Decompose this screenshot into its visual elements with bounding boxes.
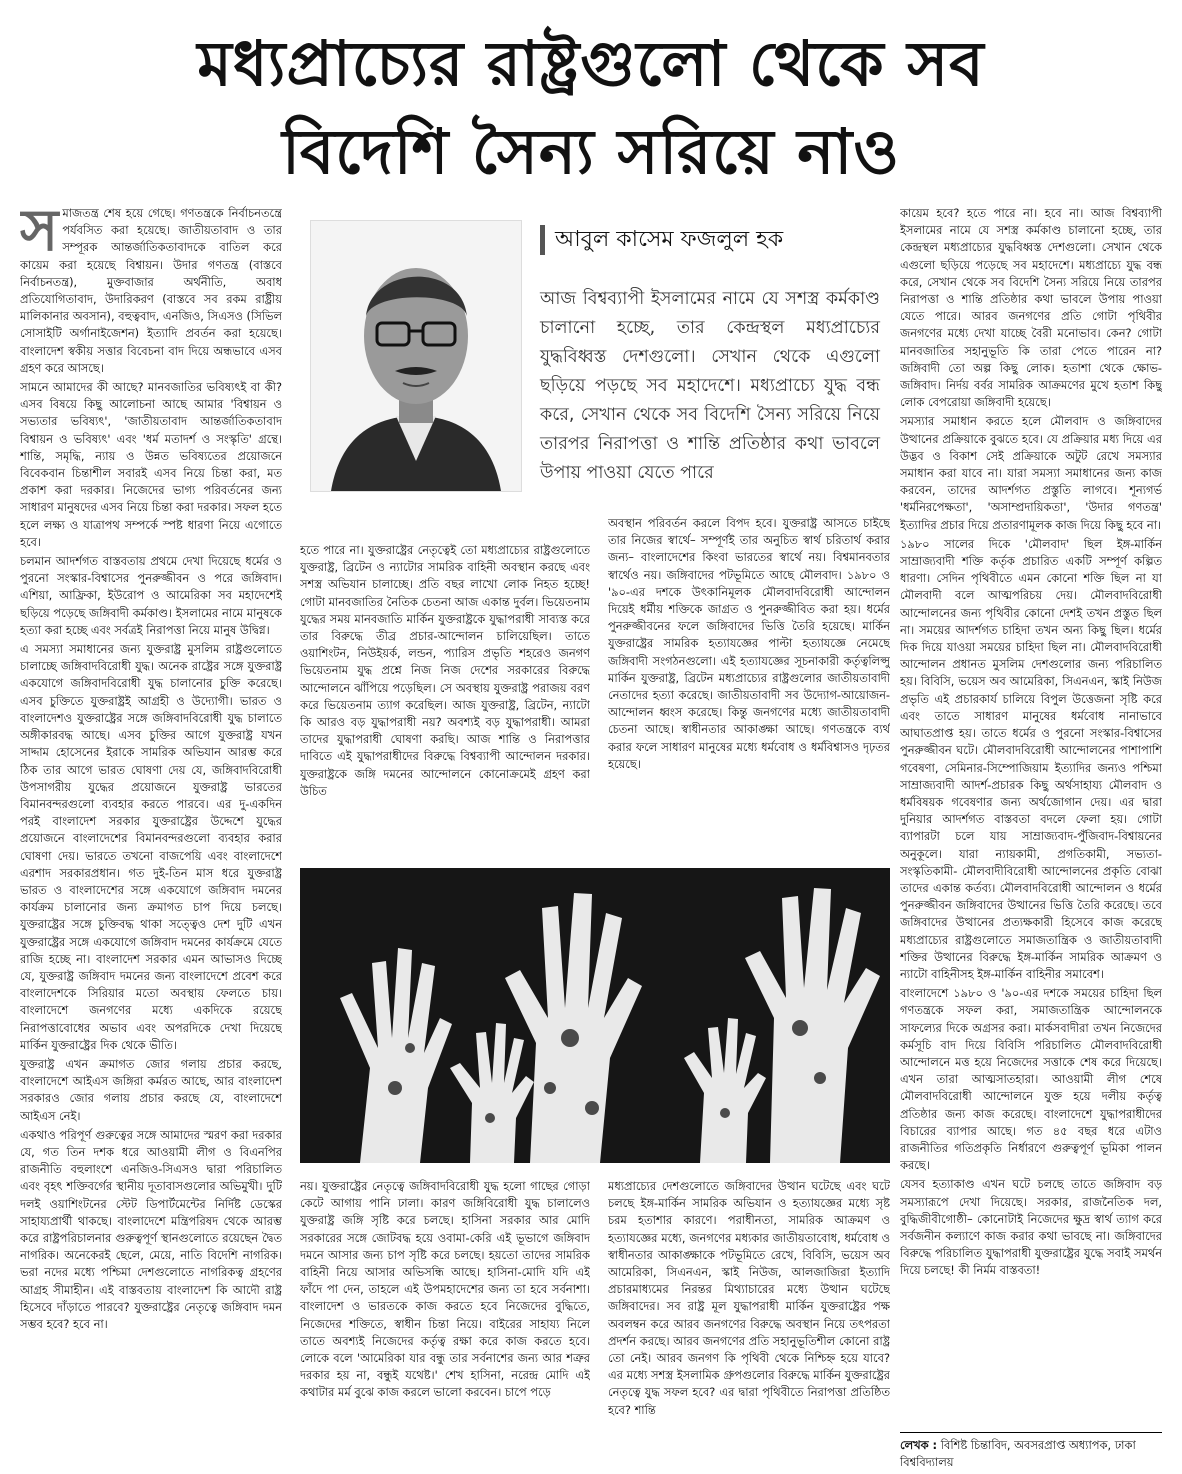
author-note-text: বিশিষ্ট চিন্তাবিদ, অবসরপ্রাপ্ত অধ্যাপক, ঢাকা বিশ্ববিদ্যালয় <box>900 1438 1136 1469</box>
column-1 <box>20 205 282 1470</box>
column-3-top: অবস্থান পরিবর্তন করলে বিপদ হবে। যুক্তরাষ্ট্র আসতে চাইছে তার নিজের স্বার্থে– সম্পূর্ণই তার অনুচিত স্বার্থ চরিতার্থ করার জন্য– বাংলাদেশের কিংবা ভারতের স্বার্থে নয়। বিশ্বমানবতার স্বার্থেও নয়। জঙ্গিবাদের পটভূমিতে আছে মৌলবাদ। ১৯৮০ ও '৯০-এর দশকে উৎকানিমূলক মৌলবাদবিরোধী আন্দোলন দিয়েই ধর্মীয় শক্তিকে জাগ্রত ও পুনরুজ্জীবিত করা হয়। ধর্মের পুনরুজ্জীবনের ফলে জঙ্গিবাদের ভিত্তি তৈরি হয়েছে। মার্কিন যুক্তরাষ্ট্রের সামরিক হত্যাযজ্ঞের পাল্টা হত্যাযজ্ঞে নেমেছে জঙ্গিবাদী সংগঠনগুলো। এই হত্যাযজ্ঞের সূচনাকারী কর্তৃত্বলিপ্সু মার্কিন যুক্তরাষ্ট্র, ব্রিটেন মধ্যপ্রাচ্যের রাষ্ট্রগুলোর জাতীয়তাবাদী নেতাদের হত্যা করেছে। জাতীয়তাবাদী সব উদ্যোগ-আয়োজন-আন্দোলন ধ্বংস করেছে। কিন্তু জনগণের মধ্যে জাতীয়তাবাদী চেতনা আছে। স্বাধীনতার আকাঙ্ক্ষা আছে। গণতন্ত্রকে ব্যর্থ করার ফলে সাধারণ মানুষের মধ্যে ধর্মবোধ ও ধর্মবিশ্বাসও দৃঢ়তর হয়েছে। <box>608 516 890 771</box>
headline-line-2: বিদেশি সৈন্য সরিয়ে নাও <box>282 115 900 188</box>
column-2-top: হতে পারে না। যুক্তরাষ্ট্রের নেতৃত্বেই তো মধ্যপ্রাচ্যের রাষ্ট্রগুলোতে যুক্তরাষ্ট্র, ব্রিটেন ও ন্যাটোর সামরিক বাহিনী অবস্থান করছে এবং সশস্ত্র অভিযান চালাচ্ছে। প্রতি বছর লাখো লোক নিহত হচ্ছে! গোটা মানবজাতির নৈতিক চেতনা আজ একান্ত দুর্বল। ভিয়েতনাম যুদ্ধের সময় মানবজাতি মার্কিন যুক্তরাষ্ট্রকে যুদ্ধাপরাধী সাব্যস্ত করে তার বিরুদ্ধে তীব্র প্রচার-আন্দোলন চালিয়েছিল। তাতে ওয়াশিংটন, নিউইয়র্ক, লন্ডন, প্যারিস প্রভৃতি শহরেও জনগণ ভিয়েতনাম যুদ্ধ প্রশ্নে নিজ নিজ দেশের সরকারের বিরুদ্ধে আন্দোলনে ঝাঁপিয়ে পড়েছিল। সে অবস্থায় যুক্তরাষ্ট্র পরাজয় বরণ করে ভিয়েতনাম ত্যাগ করেছিল। আজ যুক্তরাষ্ট্র, ব্রিটেন, ন্যাটো কি আরও বড় যুদ্ধাপরাধী নয়? অবশ্যই বড় যুদ্ধাপরাধী। আমরা তাদের যুদ্ধাপরাধী ঘোষণা করছি। আজ শান্তি ও নিরাপত্তার দাবিতে এই যুদ্ধাপরাধীদের বিরুদ্ধে বিশ্বব্যাপী আন্দোলন দরকার। যুক্তরাষ্ট্রকে জঙ্গি দমনের আন্দোলনে কোনোক্রমেই গ্রহণ করা উচিত <box>300 543 590 798</box>
paragraph: যুক্তরাষ্ট্র এখন ক্রমাগত জোর গলায় প্রচার করছে, বাংলাদেশে আইএস জঙ্গিরা কর্মরত আছে, আর বাংলাদেশ সরকারও জোর গলায় প্রচার করছে যে, বাংলাদেশে আইএস নেই। <box>20 1056 282 1123</box>
column-4 <box>900 205 1162 1427</box>
paragraph: যেসব হত্যাকাণ্ড এখন ঘটে চলছে তাতে জঙ্গিবাদ বড় সমস্যারূপে দেখা দিয়েছে। সরকার, রাজনৈতিক দল, বুদ্ধিজীবীগোষ্ঠী– কোনোটাই নিজেদের ক্ষুদ্র স্বার্থ ত্যাগ করে সর্বজনীন কল্যাণে কাজ করার কথা ভাবছে না। জঙ্গিবাদের বিরুদ্ধে পরিচালিত যুদ্ধাপরাধী যুক্তরাষ্ট্রের যুদ্ধে সবাই সমর্থন দিয়ে চলছে! কী নির্মম বাস্তবতা! <box>900 1177 1162 1278</box>
drop-cap: স <box>20 205 59 264</box>
headline <box>0 20 1182 196</box>
paragraph: মাজতন্ত্র শেষ হয়ে গেছে। গণতন্ত্রকে নির্বাচনতন্ত্রে পর্যবসিত করা হয়েছে। জাতীয়তাবাদ ও তার সম্পূরক আন্তর্জাতিকতাবাদকে বাতিল করে কায়েম করা হয়েছে বিশ্বায়ন। উদার গণতন্ত্র (বাস্তবে নির্বাচনতন্ত্র), মুক্তবাজার অর্থনীতি, অবাধ প্রতিযোগিতাবাদ, উদারিকরণ (বাস্তবে সব রকম রাষ্ট্রীয় মালিকানার অবসান), বহুত্ববাদ, এনজিও, সিএসও (সিভিল সোসাইটি অর্গানাইজেশন) ইত্যাদি প্রবর্তন করা হয়েছে। বাংলাদেশ স্বকীয় সত্তার বিবেচনা বাদ দিয়ে অন্ধভাবে এসব গ্রহণ করে আসছে। <box>20 206 282 375</box>
author-portrait-image <box>311 221 521 491</box>
paragraph: বাংলাদেশে ১৯৮০ ও '৯০-এর দশকে সময়ের চাহিদা ছিল গণতন্ত্রকে সফল করা, সমাজতান্ত্রিক আন্দোলনকে সাফল্যের দিকে অগ্রসর করা। মার্কসবাদীরা তখন নিজেদের কর্মসূচি বাদ দিয়ে বিবিসি পরিচালিত মৌলবাদবিরোধী আন্দোলনে মত্ত হয়ে নিজেদের সত্তাকে শেষ করে দিয়েছে। এখন তারা আত্মসাতহারা। আওয়ামী লীগ শেষে মৌলবাদবিরোধী আন্দোলনে যুক্ত হয়ে দলীয় কর্তৃত্ব প্রতিষ্ঠার জন্য কাজ করেছে। বাংলাদেশে যুদ্ধাপরাধীদের বিচারের ব্যাপার আছে। গত ৪৫ বছর ধরে এটাও রাজনীতির গতিপ্রকৃতি নির্ধারণে গুরুত্বপূর্ণ ভূমিকা পালন করছে। <box>900 986 1162 1173</box>
raised-hands-illustration <box>300 868 890 1163</box>
paragraph: এ সমস্যা সমাধানের জন্য যুক্তরাষ্ট্র মুসলিম রাষ্ট্রগুলোতে চালাচ্ছে জঙ্গিবাদবিরোধী যুদ্ধ। অনেক রাষ্ট্রের সঙ্গে যুক্তরাষ্ট্র একযোগে জঙ্গিবাদবিরোধী যুদ্ধ চালানোর চুক্তি করেছে। এসব চুক্তিতে যুক্তরাষ্ট্রই আগ্রহী ও উদ্যোগী। ভারত ও বাংলাদেশও যুক্তরাষ্ট্রের সঙ্গে জঙ্গিবাদবিরোধী যুদ্ধ চালাতে অঙ্গীকারবদ্ধ আছে। এসব চুক্তির আগে যুক্তরাষ্ট্র যখন সাদ্দাম হোসেনের ইরাকে সামরিক অভিযান আরম্ভ করে ঠিক তার আগে ভারত ঘোষণা দেয় যে, জঙ্গিবাদবিরোধী উপসাগরীয় যুদ্ধের প্রয়োজনে যুক্তরাষ্ট্র ভারতের বিমানবন্দরগুলো ব্যবহার করতে পারবে। এর দু-একদিন পরই বাংলাদেশ সরকার যুক্তরাষ্ট্রের উদ্দেশে যুদ্ধের প্রয়োজনে বাংলাদেশের বিমানবন্দরগুলো ব্যবহার করার ঘোষণা দেয়। ভারতে তখনো বাজপেয়ি এবং বাংলাদেশে এরশাদ সরকারপ্রধান। গত দুই-তিন মাস ধরে যুক্তরাষ্ট্র ভারত ও বাংলাদেশের সঙ্গে একযোগে জঙ্গিবাদ দমনের কার্যক্রম চালানোর জন্য ক্রমাগত চাপ দিয়ে চলছে। যুক্তরাষ্ট্রের সঙ্গে চুক্তিবদ্ধ থাকা সত্ত্বেও দেশ দুটি এখন যুক্তরাষ্ট্রের সঙ্গে একযোগে জঙ্গিবাদ দমনের কার্যক্রমে যেতে রাজি হচ্ছে না। বাংলাদেশ সরকার এমন আভাসও দিচ্ছে যে, যুক্তরাষ্ট্র জঙ্গিবাদ দমনের জন্য বাংলাদেশে প্রবেশ করে বাংলাদেশকে সিরিয়ার মতো অবস্থায় ফেলতে চায়। বাংলাদেশে জনগণের মধ্যে একদিকে রয়েছে নিরাপত্তাবোধের অভাব এবং অপরদিকে দেখা দিয়েছে মার্কিন যুক্তরাষ্ট্রের দিক থেকে ভীতি। <box>20 642 282 1052</box>
paragraph: একথাও পরিপূর্ণ গুরুত্বের সঙ্গে আমাদের স্মরণ করা দরকার যে, গত তিন দশক ধরে আওয়ামী লীগ ও বিএনপির রাজনীতি বহুলাংশে এনজিও-সিএসও দ্বারা পরিচালিত এবং বৃহৎ শক্তিবর্গের স্থানীয় দূতাবাসগুলোর অভিমুখী। দুটি দলই ওয়াশিংটনের স্টেট ডিপার্টমেন্টের নির্দিষ্ট ডেস্কের সাহায্যপ্রার্থী থাকছে। বাংলাদেশে মন্ত্রিপরিষদ থেকে আরম্ভ করে রাষ্ট্রপরিচালনার গুরুত্বপূর্ণ স্থানগুলোতে রয়েছেন দ্বৈত নাগরিক। অনেকেরই ছেলে, মেয়ে, নাতি বিদেশি নাগরিক। ভরা নদের মধ্যে পশ্চিমা দেশগুলোতে নাগরিকত্ব গ্রহণের আগ্রহ সীমাহীন। এই বাস্তবতায় বাংলাদেশ কি আদৌ রাষ্ট্র হিসেবে দাঁড়াতে পারবে? যুক্তরাষ্ট্রের নেতৃত্বে জঙ্গিবাদ দমন সম্ভব হবে? হবে না। <box>20 1127 282 1331</box>
paragraph: কায়েম হবে? হতে পারে না। হবে না। আজ বিশ্বব্যাপী ইসলামের নামে যে সশস্ত্র কর্মকাণ্ড চালানো হচ্ছে, তার কেন্দ্রস্থল মধ্যপ্রাচ্যের যুদ্ধবিধ্বস্ত দেশগুলো। সেখান থেকে এগুলো ছড়িয়ে পড়েছে সব মহাদেশে। মধ্যপ্রাচ্যে যুদ্ধ বন্ধ করে, সেখান থেকে সব বিদেশি সৈন্য সরিয়ে নিয়ে তারপর নিরাপত্তা ও শান্তি প্রতিষ্ঠার কথা ভাবলে উপায় পাওয়া যেতে পারে। আরব জনগণের প্রতি গোটা পৃথিবীর জনগণের মধ্যে দেখা যাচ্ছে বৈরী মনোভাব। কেন? গোটা মানবজাতির সহানুভূতি কি তারা পেতে পারেন না? জঙ্গিবাদী তো অল্প কিছু লোক। হতাশা থেকে ক্ষোভ-জঙ্গিবাদ। নির্দয় বর্বর সামরিক আক্রমণের মুখে হতাশ কিছু লোক বেপরোয়া জঙ্গিবাদী হয়েছে। <box>900 206 1162 410</box>
paragraph: সামনে আমাদের কী আছে? মানবজাতির ভবিষ্যৎই বা কী? এসব বিষয়ে কিছু আলোচনা আছে আমার 'বিশ্বায়ন ও সভ্যতার ভবিষ্যৎ', 'জাতীয়তাবাদ আন্তর্জাতিকতাবাদ বিশ্বায়ন ও ভবিষ্যৎ' এবং 'ধর্ম মতাদর্শ ও সংস্কৃতি' গ্রন্থে। শান্তি, সমৃদ্ধি, ন্যায় ও উন্নত ভবিষ্যতের প্রয়োজনে বিবেকবান চিন্তাশীল সবারই এসব নিয়ে চিন্তা করা, মত প্রকাশ করা দরকার। নিজেদের ভাগ্য পরিবর্তনের জন্য সাধারণ মানুষদের এসব নিয়ে চিন্তা করা দরকার। সফল হতে হলে লক্ষ্য ও যাত্রাপথ সম্পর্কে স্পষ্ট ধারণা নিয়ে এগোতে হবে। <box>20 380 282 549</box>
pull-quote: আজ বিশ্বব্যাপী ইসলামের নামে যে সশস্ত্র কর্মকাণ্ড চালানো হচ্ছে, তার কেন্দ্রস্থল মধ্যপ্রাচ্যের যুদ্ধবিধ্বস্ত দেশগুলো। সেখান থেকে এগুলো ছড়িয়ে পড়ছে সব মহাদেশে। মধ্যপ্রাচ্যে যুদ্ধ বন্ধ করে, সেখান থেকে সব বিদেশি সৈন্য সরিয়ে নিয়ে তারপর নিরাপত্তা ও শান্তি প্রতিষ্ঠার কথা ভাবলে উপায় পাওয়া যেতে পারে <box>540 289 880 483</box>
raised-hands-image <box>300 868 890 1163</box>
author-photo <box>310 220 522 492</box>
headline-line-1: মধ্যপ্রাচ্যের রাষ্ট্রগুলো থেকে সব <box>197 27 985 100</box>
paragraph: সমস্যার সমাধান করতে হলে মৌলবাদ ও জঙ্গিবাদের উত্থানের প্রক্রিয়াকে বুঝতে হবে। যে প্রক্রিয়ার মধ্য দিয়ে এর উদ্ভব ও বিকাশ সেই প্রক্রিয়াকে অটুট রেখে সমস্যার সমাধান করা যাবে না। যারা সমস্যা সমাধানের জন্য কাজ করবেন, তাদের আদর্শগত প্রস্তুতি লাগবে। শূন্যগর্ভ 'ধর্মনিরপেক্ষতা', 'অসাম্প্রদায়িকতা', 'উদার গণতন্ত্র' ইত্যাদির প্রচার দিয়ে প্রতারণামূলক কাজ দিয়ে কিছু হবে না। <box>900 414 1162 532</box>
column-2-bottom: নয়। যুক্তরাষ্ট্রের নেতৃত্বে জঙ্গিবাদবিরোধী যুদ্ধ হলো গাছের গোড়া কেটে আগায় পানি ঢালা। কারণ জঙ্গিবিরোধী যুদ্ধ চালালেও যুক্তরাষ্ট্র জঙ্গি সৃষ্টি করে চলছে। হাসিনা সরকার আর মোদি সরকারের সঙ্গে জোটবদ্ধ হয়ে ওবামা-কেরি এই ভূভাগে জঙ্গিবাদ দমনে আসার জন্য চাপ সৃষ্টি করে চলছে। হয়তো তাদের সামরিক বাহিনী নিয়ে আসার অভিসন্ধি আছে। হাসিনা-মোদি যদি এই ফাঁদে পা দেন, তাহলে এই উপমহাদেশের জন্য তা হবে সর্বনাশা। বাংলাদেশ ও ভারতকে কাজ করতে হবে নিজেদের বুদ্ধিতে, নিজেদের শক্তিতে, স্বাধীন চিন্তা নিয়ে। বাইরের সাহায্য নিলে তাতে অবশ্যই নিজেদের কর্তৃত্ব রক্ষা করে কাজ করতে হবে। লোকে বলে 'আমেরিকা যার বন্ধু তার সর্বনাশের জন্য আর শত্রুর দরকার হয় না, বন্ধুই যথেষ্ট।' শেখ হাসিনা, নরেন্দ্র মোদি এই কথাটার মর্ম বুঝে কাজ করলে ভালো করবেন। চাপে পড়ে <box>300 1179 590 1400</box>
author-byline: আবুল কাসেম ফজলুল হক <box>540 225 895 255</box>
author-note <box>900 1432 1162 1471</box>
column-3-bottom: মধ্যপ্রাচ্যের দেশগুলোতে জঙ্গিবাদের উত্থান ঘটেছে এবং ঘটে চলছে ইঙ্গ-মার্কিন সামরিক অভিযান ও হত্যাযজ্ঞের মধ্যে সৃষ্ট চরম হতাশার কারণে। পরাধীনতা, সামরিক আক্রমণ ও হত্যাযজ্ঞের মধ্যে, জনগণের মধ্যকার জাতীয়তাবোধ, ধর্মবোধ ও স্বাধীনতার আকাঙ্ক্ষাকে পটভূমিতে রেখে, বিবিসি, ভয়েস অব আমেরিকা, সিএনএন, স্কাই নিউজ, আলজাজিরা ইত্যাদি প্রচারমাধ্যমের নিরন্তর মিথ্যাচারের মধ্যে উত্থান ঘটেছে জঙ্গিবাদের। সব রাষ্ট্র মূল যুদ্ধাপরাধী মার্কিন যুক্তরাষ্ট্রের পক্ষ অবলম্বন করে আরব জনগণের বিরুদ্ধে অবস্থান নিয়ে তৎপরতা প্রদর্শন করছে। আরব জনগণের প্রতি সহানুভূতিশীল কোনো রাষ্ট্র তো নেই। আরব জনগণ কি পৃথিবী থেকে নিশ্চিহ্ন হয়ে যাবে? এর মধ্যে সশস্ত্র ইসলামিক গ্রুপগুলোর বিরুদ্ধে মার্কিন যুক্তরাষ্ট্রের নেতৃত্বে যুদ্ধ সফল হবে? এর দ্বারা পৃথিবীতে নিরাপত্তা প্রতিষ্ঠিত হবে? শান্তি <box>608 1179 890 1417</box>
paragraph: চলমান আদর্শগত বাস্তবতায় প্রথমে দেখা দিয়েছে ধর্মের ও পুরনো সংস্কার-বিশ্বাসের পুনরুজ্জীবন ও পরে জঙ্গিবাদ। এশিয়া, আফ্রিকা, ইউরোপ ও আমেরিকা সব মহাদেশেই ছড়িয়ে পড়েছে জঙ্গিবাদী কর্মকাণ্ড। ইসলামের নামে মানুষকে হত্যা করা হচ্ছে এবং সর্বত্রই নিরাপত্তা নিয়ে মানুষ উদ্বিগ্ন। <box>20 554 282 637</box>
paragraph: ১৯৮০ সালের দিকে 'মৌলবাদ' ছিল ইঙ্গ-মার্কিন সাম্রাজ্যবাদী শক্তি কর্তৃক প্রচারিত একটি সম্পূর্ণ কল্পিত ধারণা। সেদিন পৃথিবীতে এমন কোনো শক্তি ছিল না যা মৌলবাদী বলে আত্মপরিচয় দেয়। মৌলবাদবিরোধী আন্দোলনের জন্য পৃথিবীর কোনো দেশই তখন প্রস্তুত ছিল না। সময়ের আদর্শগত চাহিদা তখন অন্য কিছু ছিল। ধর্মের দিক দিয়ে যাওয়া সময়ের চাহিদা ছিল না। মৌলবাদবিরোধী আন্দোলন প্রধানত মুসলিম দেশগুলোর জন্য পরিচালিত হয়। বিবিসি, ভয়েস অব আমেরিকা, সিএনএন, স্কাই নিউজ প্রভৃতি এই প্রচারকার্য চালিয়ে বিপুল উত্তেজনা সৃষ্টি করে এবং তাতে সাধারণ মানুষের ধর্মবোধ নানাভাবে আঘাতপ্রাপ্ত হয়। তাতে ধর্মের ও পুরনো সংস্কার-বিশ্বাসের পুনরুজ্জীবন ঘটে। মৌলবাদবিরোধী আন্দোলনের পাশাপাশি গবেষণা, সেমিনার-সিম্পোজিয়াম ইত্যাদির জন্যও পশ্চিমা সাম্রাজ্যবাদী আদর্শ-প্রচারক কিছু অর্থসাহায্য মৌলবাদ ও ধর্মবিষয়ক গবেষণার জন্য অর্থজোগান দেয়। এর দ্বারা দুনিয়ার আদর্শগত বাস্তবতা বদলে ফেলা হয়। গোটা ব্যাপারটা চলে যায় সাম্রাজ্যবাদ-পুঁজিবাদ-বিশ্বায়নের অনুকূলে। যারা ন্যায়কামী, প্রগতিকামী, সভ্যতা-সংস্কৃতিকামী- মৌলবাদীবিরোধী আন্দোলনের প্রকৃতি বোঝা তাদের একান্ত কর্তব্য। মৌলবাদবিরোধী আন্দোলন ও ধর্মের পুনরুজ্জীবন জঙ্গিবাদের উত্থানের ভিত্তি তৈরি করেছে। তবে জঙ্গিবাদের উত্থানের প্রত্যক্ষকারী হিসেবে কাজ করেছে মধ্যপ্রাচ্যের রাষ্ট্রগুলোতে সমাজতান্ত্রিক ও জাতীয়তাবাদী শক্তির উত্থানের বিরুদ্ধে ইঙ্গ-মার্কিন সামরিক আক্রমণ ও ন্যাটো বাহিনীসহ ইঙ্গ-মার্কিন বাহিনীর সমাবেশ। <box>900 536 1162 981</box>
author-note-label: লেখক : <box>900 1438 938 1452</box>
